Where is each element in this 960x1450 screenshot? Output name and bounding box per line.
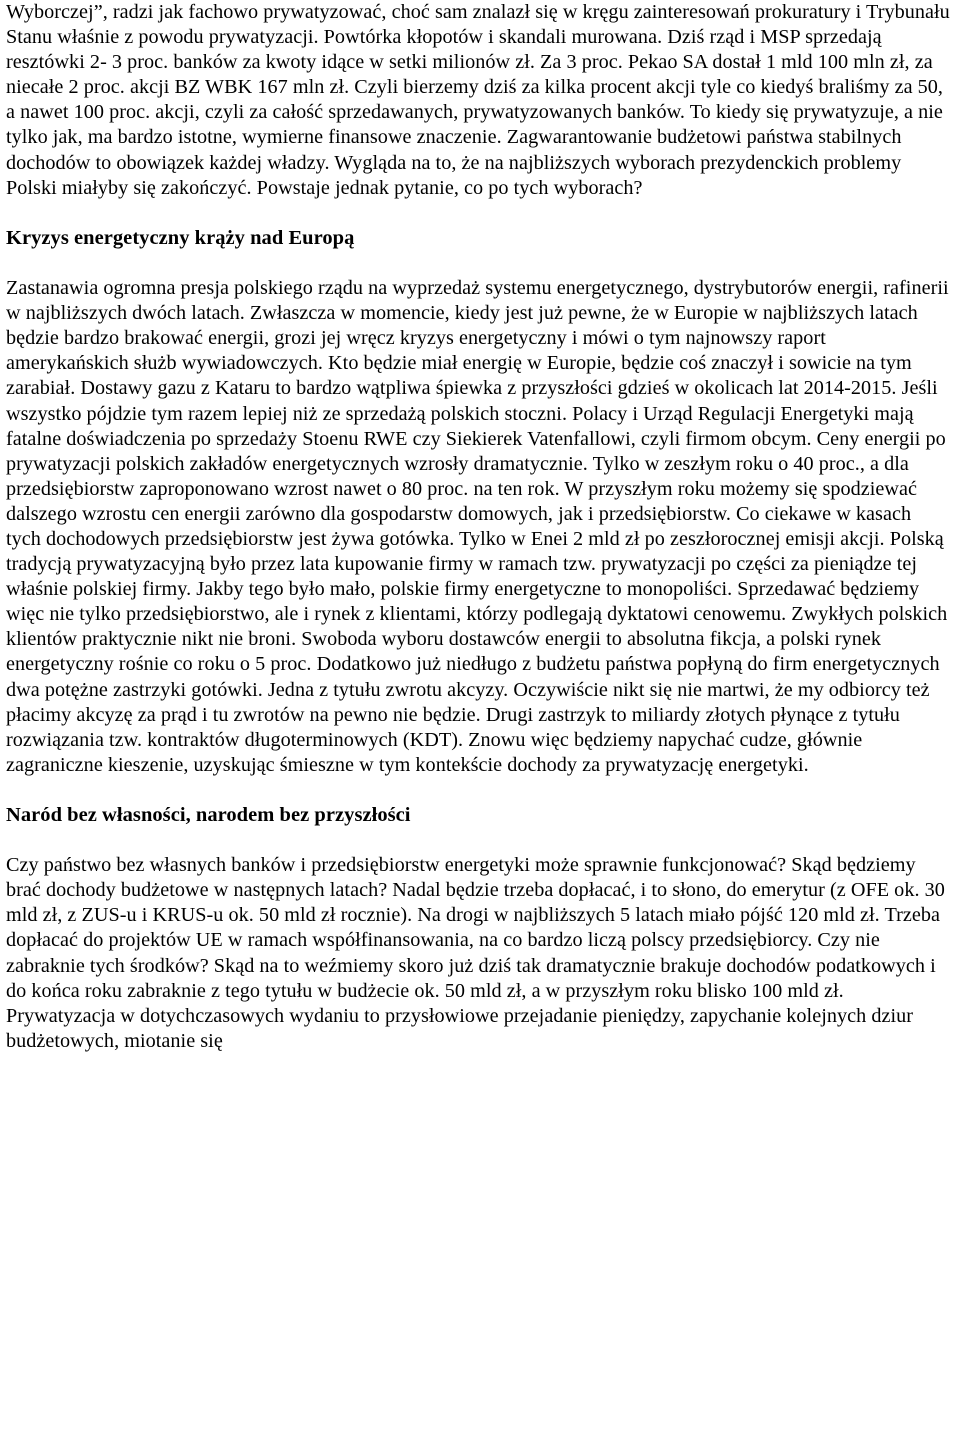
paragraph-spacer [6,778,950,803]
paragraph-energy-crisis: Zastanawia ogromna presja polskiego rządu na wyprzedaż systemu energetycznego, dystrybutorów energii, rafinerii w najbliższych dwóch latach. Zwłaszcza w momencie, kiedy jest już pewne, że w Europie w najbliższych latach będzie bardzo brakować energii, grozi jej wręcz kryzys energetyczny i mówi o tym najnowszy raport amerykańskich służb wywiadowczych. Kto będzie miał energię w Europie, będzie coś znaczył i sowicie na tym zarabiał. Dostawy gazu z Kataru to bardzo wątpliwa śpiewka z przyszłości gdzieś w okolicach lat 2014-2015. Jeśli wszystko pójdzie tym razem lepiej niż ze sprzedażą polskich stoczni. Polacy i Urząd Regulacji Energetyki mają fatalne doświadczenia po sprzedaży Stoenu RWE czy Siekierek Vatenfallowi, czyli firmom obcym. Ceny energii po prywatyzacji polskich zakładów energetycznych wzrosły dramatycznie. Tylko w zeszłym roku o 40 proc., a dla przedsiębiorstw zaproponowano wzrost nawet o 80 proc. na ten rok. W przyszłym roku możemy się spodziewać dalszego wzrostu cen energii zarówno dla gospodarstw domowych, jak i przedsiębiorstw. Co ciekawe w kasach tych dochodowych przedsiębiorstw jest żywa gotówka. Tylko w Enei 2 mld zł po zeszłorocznej emisji akcji. Polską tradycją prywatyzacyjną było przez lata kupowanie firmy w ramach tzw. prywatyzacji po części za pieniądze tej właśnie polskiej firmy. Jakby tego było mało, polskie firmy energetyczne to monopoliści. Sprzedawać będziemy więc nie tylko przedsiębiorstwo, ale i rynek z klientami, którzy podlegają dyktatowi cenowemu. Zwykłych polskich klientów praktycznie nikt nie broni. Swoboda wyboru dostawców energii to absolutna fikcja, a polski rynek energetyczny rośnie co roku o 5 proc. Dodatkowo już niedługo z budżetu państwa popłyną do firm energetycznych dwa potężne zastrzyki gotówki. Jedna z tytułu zwrotu akcyzy. Oczywiście nikt się nie martwi, że my odbiorcy też płacimy akcyzę za prąd i tu zwrotów na pewno nie będzie. Drugi zastrzyk to miliardy złotych płynące z tytułu rozwiązania tzw. kontraktów długoterminowych (KDT). Znowu więc będziemy napychać cudze, głównie zagraniczne kieszenie, uzyskując śmieszne w tym kontekście dochody za prywatyzację energetyki. [6,277,949,776]
paragraph-spacer [6,201,950,226]
section-heading-nation-without-property: Naród bez własności, narodem bez przyszłości [6,804,411,826]
paragraph-privatization-intro: Wyborczej”, radzi jak fachowo prywatyzować, choć sam znalazł się w kręgu zainteresowań prokuratury i Trybunału Stanu właśnie z powodu prywatyzacji. Powtórka kłopotów i skandali murowana. Dziś rząd i MSP sprzedają resztówki 2- 3 proc. banków za kwoty idące w setki milionów zł. Za 3 proc. Pekao SA dostał 1 mld 100 mln zł, za niecałe 2 proc. akcji BZ WBK 167 mln zł. Czyli bierzemy dziś za kilka procent akcji tyle co kiedyś braliśmy za 50, a nawet 100 proc. akcji, czyli za całość sprzedawanych, prywatyzowanych banków. To kiedy się prywatyzuje, a nie tylko jak, ma bardzo istotne, wymierne finansowe znaczenie. Zagwarantowanie budżetowi państwa stabilnych dochodów to obowiązek każdej władzy. Wygląda na to, że na najbliższych wyborach prezydenckich problemy Polski miałyby się zakończyć. Powstaje jednak pytanie, co po tych wyborach? [6,1,950,199]
section-heading-energy-crisis: Kryzys energetyczny krąży nad Europą [6,226,355,249]
paragraph-spacer [6,828,950,853]
paragraph-spacer [6,251,950,276]
paragraph-budget-questions: Czy państwo bez własnych banków i przedsiębiorstw energetyki może sprawnie funkcjonować? Skąd będziemy brać dochody budżetowe w następnych latach? Nadal będzie trzeba dopłacać, i to słono, do emerytur (z OFE ok. 30 mld zł, z ZUS-u i KRUS-u ok. 50 mld zł rocznie). Na drogi w najbliższych 5 latach miało pójść 120 mld zł. Trzeba dopłacać do projektów UE w ramach współfinansowania, na co bardzo liczą polscy przedsiębiorcy. Czy nie zabraknie tych środków? Skąd na to weźmiemy skoro już dziś tak dramatycznie brakuje dochodów podatkowych i do końca roku zabraknie z tego tytułu w budżecie ok. 50 mld zł, a w przyszłym roku blisko 100 mld zł. Prywatyzacja w dotychczasowych wydaniu to przysłowiowe przejadanie pieniędzy, zapychanie kolejnych dziur budżetowych, miotanie się [6,854,945,1052]
document-page [6,0,950,1054]
